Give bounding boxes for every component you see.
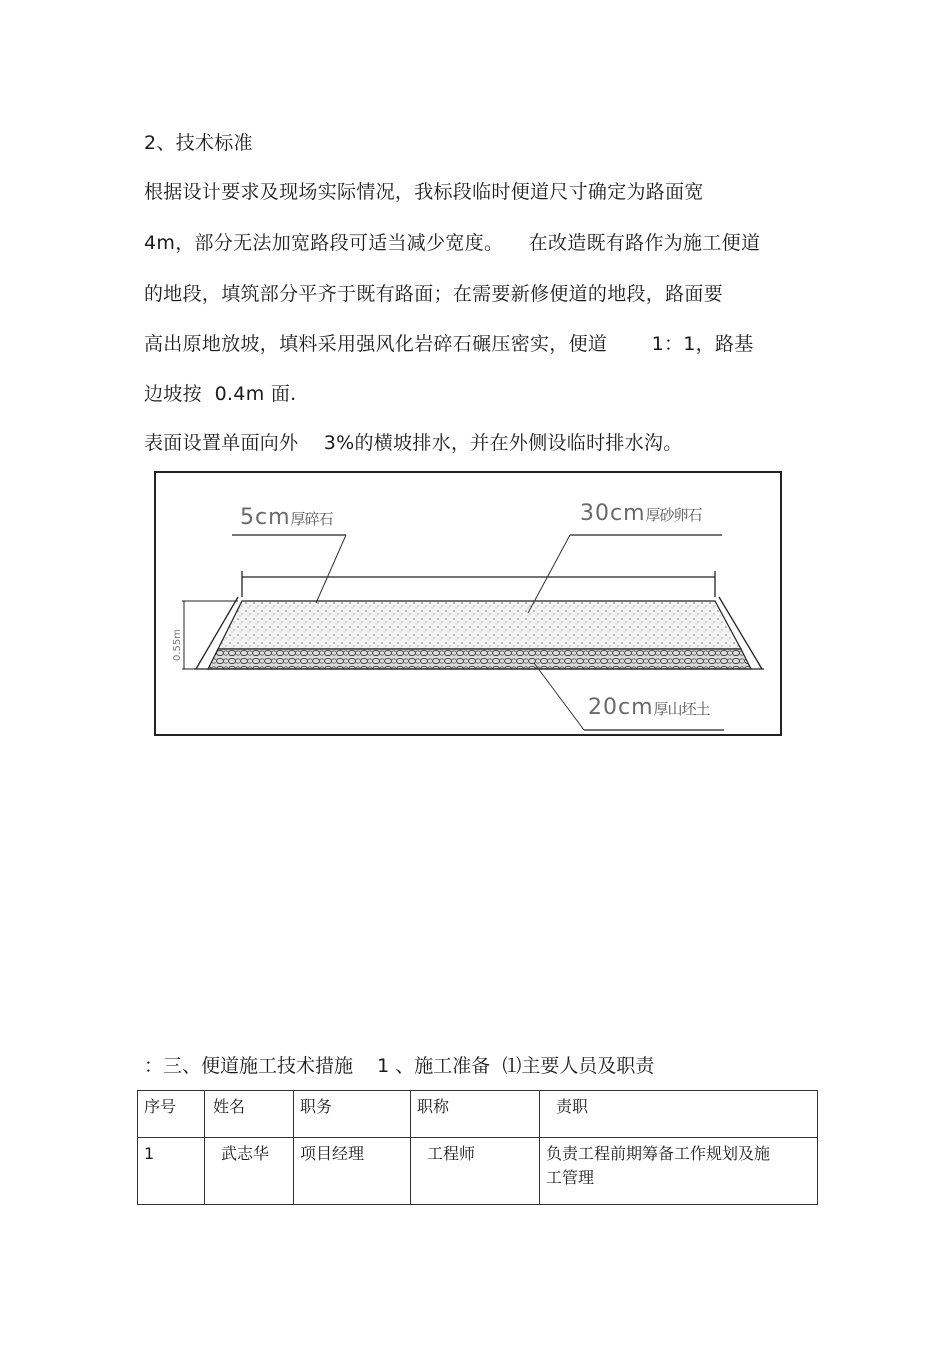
table-cell: 项目经理 (294, 1138, 411, 1205)
table-cell: 工程师 (411, 1138, 540, 1205)
gravel-layer (218, 601, 741, 649)
label-soil-20cm: 20cm厚山坯土 (588, 695, 710, 720)
section-three-heading: ：三、便道施工技术措施 1 、施工准备 ⑴主要人员及职责 (144, 1055, 655, 1077)
paragraph-line-3: 的地段，填筑部分平齐于既有路面；在需要新修便道的地段，路面要 (144, 283, 724, 305)
paragraph-line-5: 边坡按 0.4m 面. (144, 383, 297, 405)
header-cell: 职称 (411, 1091, 540, 1138)
header-cell: 职务 (294, 1091, 411, 1138)
road-cross-section-figure (154, 471, 782, 736)
paragraph-line-6: 表面设置单面向外 3%的横坡排水，并在外侧设临时排水沟。 (144, 432, 683, 454)
table-cell: 1 (138, 1138, 205, 1205)
label-sand-gravel-30cm: 30cm厚砂卵石 (580, 501, 702, 526)
height-dimension-label: 0.55m (172, 628, 183, 661)
table-header-row (138, 1091, 818, 1138)
table-row (138, 1138, 818, 1205)
header-cell: 序号 (138, 1091, 205, 1138)
staff-table (137, 1090, 818, 1205)
table-cell: 负责工程前期筹备工作规划及施工管理 (540, 1138, 818, 1205)
header-cell: 姓名 (205, 1091, 294, 1138)
paragraph-line-2: 4m，部分无法加宽路段可适当减少宽度。 在改造既有路作为施工便道 (144, 232, 761, 254)
header-cell: 责职 (540, 1091, 818, 1138)
table-cell: 武志华 (205, 1138, 294, 1205)
label-gravel-5cm: 5cm厚碎石 (240, 505, 333, 530)
paragraph-line-4: 高出原地放坡，填料采用强风化岩碎石碾压密实，便道 1：1，路基 (144, 333, 754, 355)
section-heading: 2、技术标准 (144, 132, 253, 154)
paragraph-line-1: 根据设计要求及现场实际情况，我标段临时便道尺寸确定为路面宽 (144, 181, 704, 203)
cobble-layer (208, 649, 751, 669)
